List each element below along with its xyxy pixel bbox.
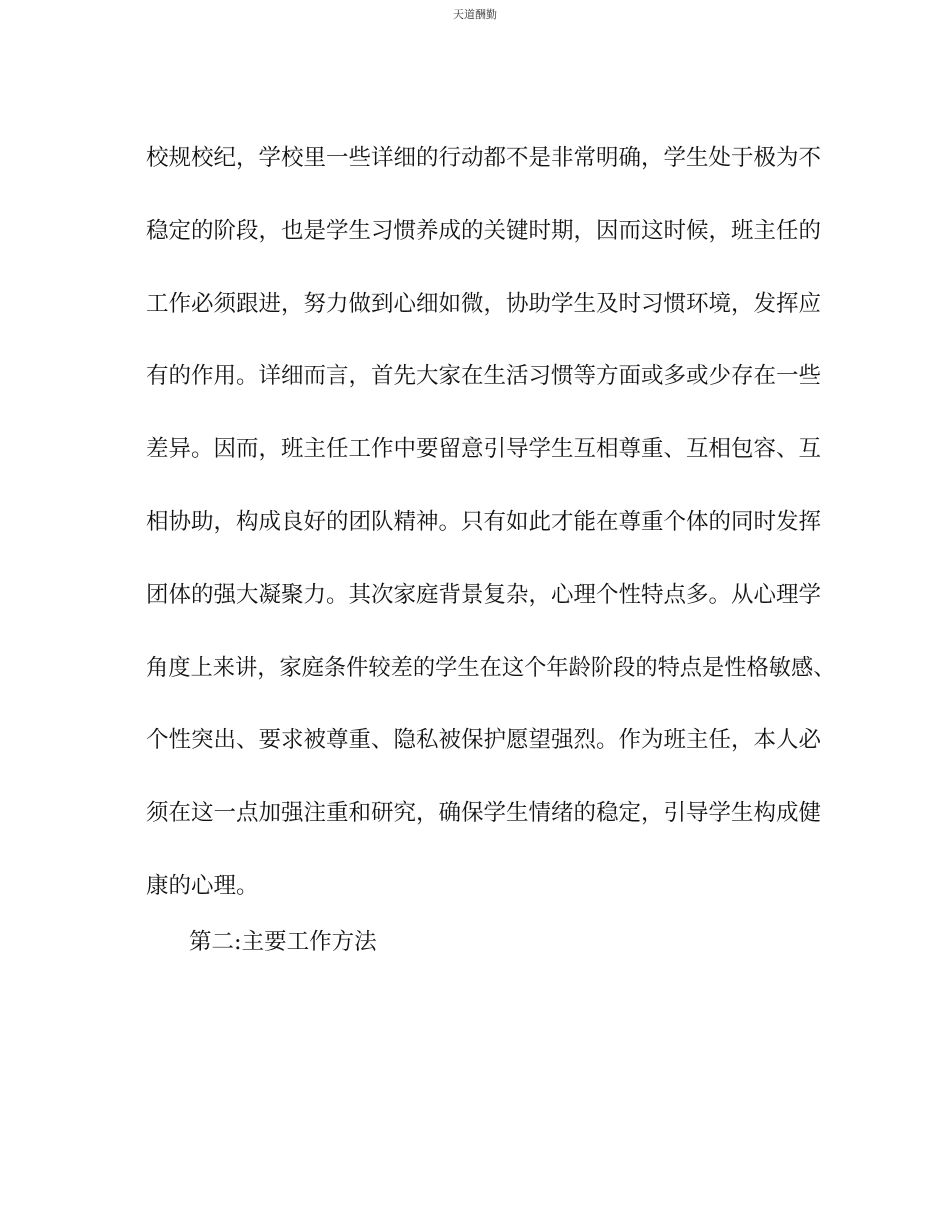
paragraph-line: 角度上来讲，家庭条件较差的学生在这个年龄阶段的特点是性格敏感、 [146, 654, 836, 681]
paragraph-line: 校规校纪，学校里一些详细的行动都不是非常明确，学生处于极为不 [146, 145, 822, 171]
paragraph-line: 工作必须跟进，努力做到心细如微，协助学生及时习惯环境，发挥应 [146, 290, 822, 317]
paragraph-line: 团体的强大凝聚力。其次家庭背景复杂，心理个性特点多。从心理学 [146, 581, 822, 608]
paragraph-line: 康的心理。 [146, 872, 259, 899]
paragraph-line: 有的作用。详细而言，首先大家在生活习惯等方面或多或少存在一些 [146, 363, 822, 390]
paragraph-line: 相协助，构成良好的团队精神。只有如此才能在尊重个体的同时发挥 [146, 508, 822, 535]
body-paragraph [146, 136, 836, 937]
paragraph-line: 须在这一点加强注重和研究，确保学生情绪的稳定，引导学生构成健 [146, 800, 822, 827]
paragraph-line: 个性突出、要求被尊重、隐私被保护愿望强烈。作为班主任，本人必 [146, 727, 822, 754]
paragraph-line: 稳定的阶段，也是学生习惯养成的关键时期，因而这时候，班主任的 [146, 217, 822, 244]
section-heading: 第二:主要工作方法 [189, 929, 377, 955]
paragraph-line: 差异。因而，班主任工作中要留意引导学生互相尊重、互相包容、互 [146, 436, 822, 463]
page-header: 天道酬勤 [453, 8, 497, 21]
